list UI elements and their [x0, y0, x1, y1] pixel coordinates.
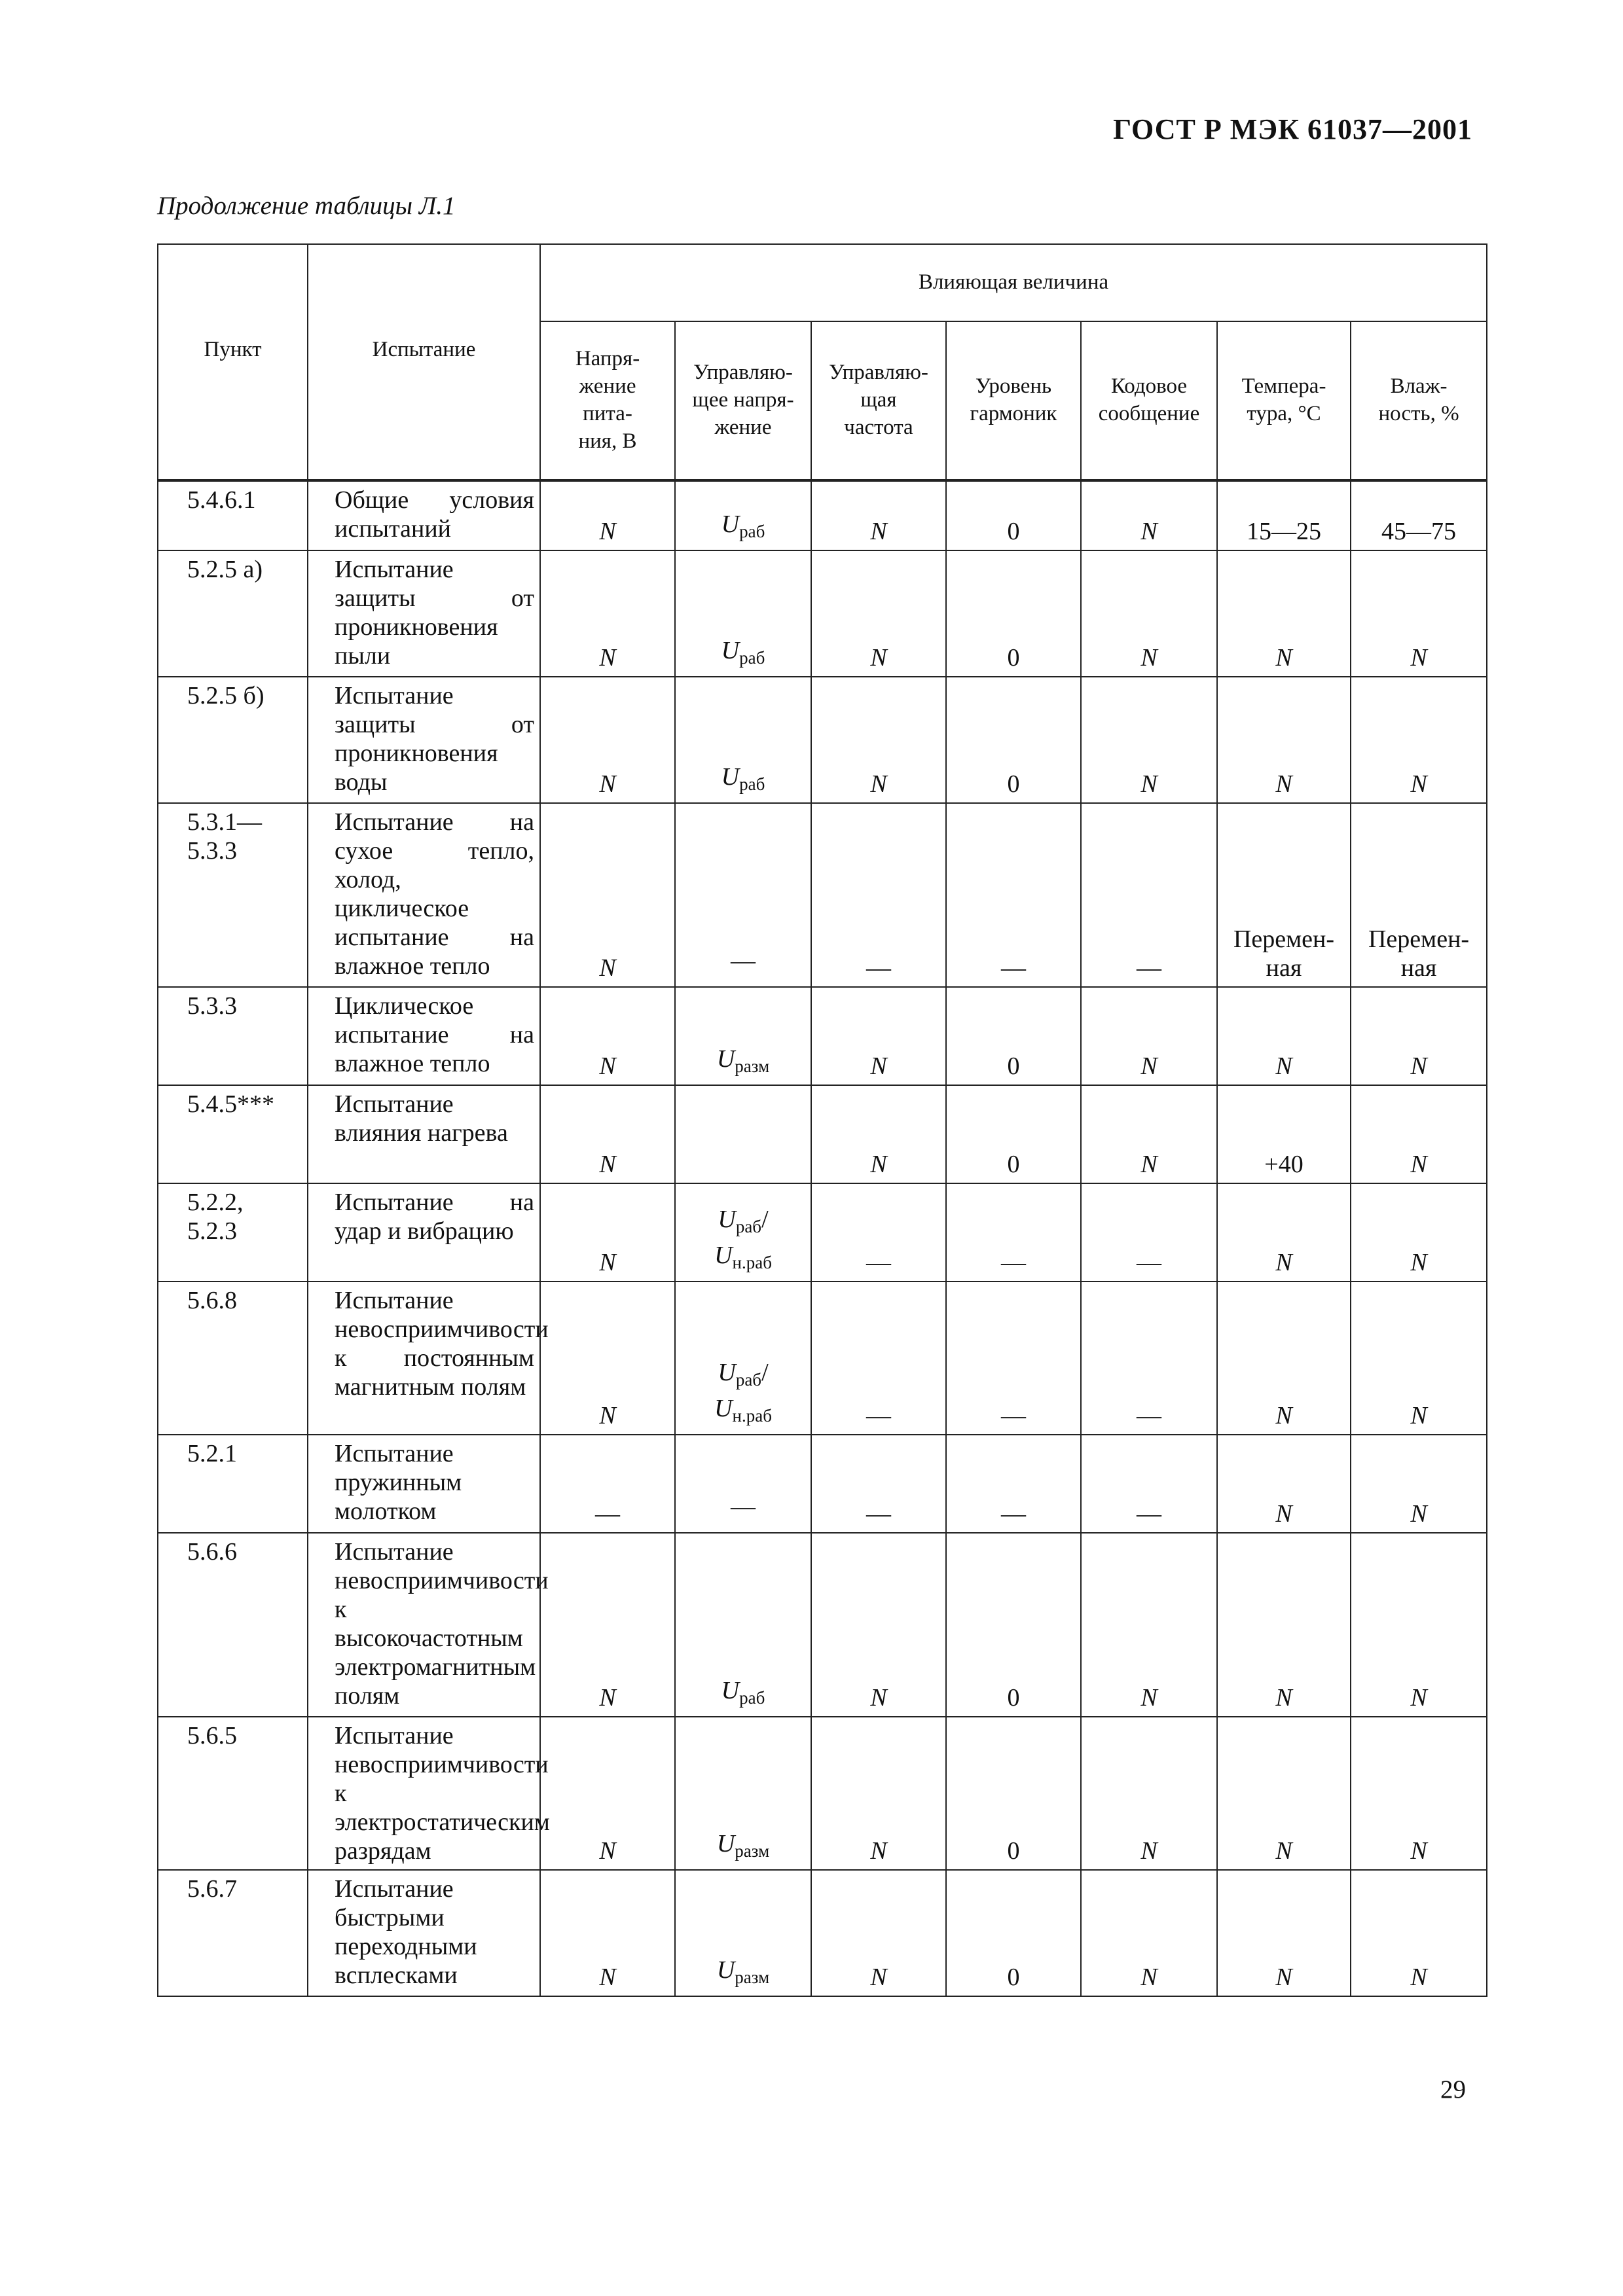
header-temperature: Темпера- тура, °С [1217, 321, 1351, 480]
cell-control-frequency-text: N [870, 770, 887, 798]
table-row [158, 1282, 1487, 1435]
cell-voltage [540, 1282, 675, 1435]
cell-code-message-text: N [1140, 1964, 1158, 1991]
cell-voltage [540, 1717, 675, 1870]
table-row [158, 480, 1487, 550]
cell-voltage-text: — [595, 1500, 620, 1528]
cell-clause [158, 1085, 308, 1183]
cell-clause [158, 1870, 308, 1996]
control-voltage-subscript: разм [735, 1841, 770, 1861]
cell-clause [158, 987, 308, 1085]
cell-voltage-text: N [599, 954, 616, 982]
cell-code-message [1081, 1717, 1217, 1870]
cell-test [308, 677, 540, 803]
cell-test-text: Циклическое испытание на влажное тепло [335, 992, 534, 1077]
cell-temperature [1217, 803, 1351, 987]
cell-test [308, 1085, 540, 1183]
cell-code-message [1081, 1533, 1217, 1717]
cell-clause [158, 1533, 308, 1717]
control-voltage-symbol: U [714, 1242, 733, 1269]
cell-control-voltage [675, 1870, 811, 1996]
cell-humidity [1351, 987, 1487, 1085]
cell-test-text: Испытание защиты от проникновения пыли [335, 556, 534, 670]
control-voltage-subscript: раб [735, 1370, 762, 1390]
cell-control-frequency [811, 1085, 946, 1183]
control-voltage-value [731, 1493, 756, 1520]
header-influence: Влияющая величина [540, 244, 1487, 321]
cell-temperature-text: N [1275, 770, 1292, 798]
cell-temperature-text: N [1275, 1052, 1292, 1080]
cell-code-message-text: — [1137, 1402, 1161, 1429]
cell-humidity [1351, 1085, 1487, 1183]
cell-test-text: Испытание невосприимчивости к постоянным магнитным полям [335, 1287, 549, 1401]
table-row [158, 1533, 1487, 1717]
cell-test [308, 1435, 540, 1533]
cell-temperature-text: 15—25 [1247, 518, 1321, 545]
cell-harmonics-text: 0 [1007, 1052, 1020, 1080]
cell-test-text: Испытание влияния нагрева [335, 1090, 508, 1147]
cell-harmonics [946, 480, 1081, 550]
cell-humidity-text: N [1410, 1151, 1427, 1178]
control-voltage-subscript: раб [739, 522, 765, 541]
cell-test [308, 550, 540, 677]
cell-temperature-text: N [1275, 1249, 1292, 1276]
cell-control-frequency [811, 1282, 946, 1435]
table-row [158, 987, 1487, 1085]
control-voltage-value [718, 1206, 762, 1236]
cell-voltage-text: N [599, 1052, 616, 1080]
cell-harmonics-text: 0 [1007, 770, 1020, 798]
cell-control-frequency [811, 987, 946, 1085]
control-voltage-symbol: U [721, 1677, 740, 1704]
cell-temperature [1217, 480, 1351, 550]
control-voltage-value [714, 1395, 772, 1426]
table-row [158, 1183, 1487, 1282]
table-row [158, 550, 1487, 677]
cell-temperature [1217, 1870, 1351, 1996]
cell-test [308, 1870, 540, 1996]
cell-humidity-text: N [1410, 1500, 1427, 1528]
control-voltage-value [714, 1242, 772, 1272]
cell-control-frequency-text: N [870, 518, 887, 545]
cell-harmonics [946, 803, 1081, 987]
control-voltage-symbol: U [721, 763, 740, 791]
cell-control-frequency-text: N [870, 644, 887, 672]
cell-voltage-text: N [599, 1402, 616, 1429]
control-voltage-symbol: U [716, 1045, 735, 1073]
control-voltage-symbol: — [731, 947, 756, 975]
cell-temperature [1217, 1435, 1351, 1533]
control-voltage-value [716, 1956, 770, 1987]
cell-clause-text: 5.3.1— 5.3.3 [187, 808, 262, 865]
cell-harmonics-text: 0 [1007, 1837, 1020, 1865]
cell-humidity-text: 45—75 [1381, 518, 1457, 545]
cell-clause [158, 677, 308, 803]
cell-control-frequency-text: N [870, 1964, 887, 1991]
cell-harmonics-text: — [1001, 1249, 1026, 1276]
cell-voltage-text: N [599, 644, 616, 672]
cell-test-text: Испытание невосприимчивости к высокочастотным электромагнитным полям [335, 1538, 549, 1710]
table-row [158, 1435, 1487, 1533]
cell-control-frequency-text: — [866, 1500, 891, 1528]
table-row [158, 1870, 1487, 1996]
cell-clause [158, 803, 308, 987]
cell-control-frequency [811, 1183, 946, 1282]
control-voltage-subscript: раб [735, 1217, 762, 1236]
cell-humidity-text: N [1410, 644, 1427, 672]
cell-code-message-text: N [1140, 644, 1158, 672]
cell-harmonics-text: 0 [1007, 1964, 1020, 1991]
table-row [158, 677, 1487, 803]
cell-control-frequency [811, 550, 946, 677]
cell-humidity [1351, 1435, 1487, 1533]
control-voltage-value [718, 1359, 762, 1390]
header-test: Испытание [308, 244, 540, 480]
control-voltage-value [721, 511, 765, 541]
cell-harmonics [946, 1435, 1081, 1533]
control-voltage-symbol: U [721, 511, 740, 538]
cell-code-message [1081, 1435, 1217, 1533]
cell-code-message-text: — [1137, 1500, 1161, 1528]
table-row [158, 803, 1487, 987]
cell-clause-text: 5.2.5 а) [187, 556, 263, 583]
cell-humidity-text: Перемен- ная [1368, 925, 1470, 982]
cell-voltage-text: N [599, 1964, 616, 1991]
cell-code-message-text: N [1140, 518, 1158, 545]
cell-harmonics [946, 677, 1081, 803]
header-control-voltage: Управляю- щее напря- жение [675, 321, 811, 480]
cell-harmonics-text: 0 [1007, 644, 1020, 672]
cell-control-voltage [675, 1533, 811, 1717]
cell-harmonics-text: — [1001, 1402, 1026, 1429]
control-voltage-symbol: — [731, 1493, 756, 1521]
cell-clause-text: 5.6.8 [187, 1287, 237, 1314]
cell-voltage-text: N [599, 1837, 616, 1865]
cell-test-text: Испытание на сухое тепло, холод, циклическое испытание на влажное тепло [335, 808, 534, 980]
table-row [158, 1085, 1487, 1183]
control-voltage-symbol: U [721, 637, 740, 664]
cell-humidity [1351, 1282, 1487, 1435]
cell-clause-text: 5.3.3 [187, 992, 237, 1020]
cell-clause-text: 5.2.2, 5.2.3 [187, 1189, 244, 1245]
control-voltage-subscript: раб [739, 1688, 765, 1708]
cell-humidity-text: N [1410, 1837, 1427, 1865]
slash-separator: / [761, 1206, 769, 1233]
cell-control-voltage [675, 1085, 811, 1183]
cell-harmonics [946, 1183, 1081, 1282]
cell-control-frequency [811, 1717, 946, 1870]
header-control-frequency: Управляю- щая частота [811, 321, 946, 480]
cell-control-voltage [675, 803, 811, 987]
cell-control-frequency [811, 1533, 946, 1717]
control-voltage-subscript: раб [739, 648, 765, 668]
cell-humidity [1351, 803, 1487, 987]
cell-voltage-text: N [599, 770, 616, 798]
cell-voltage [540, 803, 675, 987]
cell-humidity-text: N [1410, 1964, 1427, 1991]
cell-voltage-text: N [599, 1684, 616, 1712]
header-humidity: Влаж- ность, % [1351, 321, 1487, 480]
cell-humidity-text: N [1410, 1052, 1427, 1080]
cell-harmonics [946, 1870, 1081, 1996]
header-voltage: Напря- жение пита- ния, В [540, 321, 675, 480]
cell-humidity [1351, 1183, 1487, 1282]
cell-control-voltage [675, 550, 811, 677]
cell-control-frequency [811, 677, 946, 803]
cell-temperature [1217, 1533, 1351, 1717]
cell-humidity [1351, 1533, 1487, 1717]
control-voltage-value [716, 1830, 770, 1861]
cell-test [308, 1282, 549, 1435]
cell-clause [158, 1717, 308, 1870]
cell-test [308, 1717, 550, 1870]
cell-harmonics [946, 1717, 1081, 1870]
control-voltage-subscript: н.раб [732, 1253, 772, 1272]
cell-code-message-text: — [1137, 954, 1161, 982]
cell-control-voltage [675, 480, 811, 550]
cell-test-text: Испытание защиты от проникновения воды [335, 682, 534, 796]
cell-harmonics-text: — [1001, 1500, 1026, 1528]
cell-temperature [1217, 1085, 1351, 1183]
cell-test-text: Общие условия испытаний [335, 486, 534, 543]
control-voltage-value [731, 947, 756, 975]
cell-control-voltage [675, 987, 811, 1085]
cell-temperature-text: N [1275, 644, 1292, 672]
cell-humidity-text: N [1410, 770, 1427, 798]
cell-code-message [1081, 1183, 1217, 1282]
cell-code-message [1081, 1085, 1217, 1183]
cell-control-voltage [675, 1183, 811, 1282]
cell-code-message [1081, 677, 1217, 803]
cell-voltage-text: N [599, 1151, 616, 1178]
cell-temperature [1217, 987, 1351, 1085]
cell-clause [158, 1282, 308, 1435]
cell-clause-text: 5.2.5 б) [187, 682, 264, 709]
cell-control-voltage [675, 1435, 811, 1533]
cell-harmonics-text: — [1001, 954, 1026, 982]
cell-temperature-text: Перемен- ная [1233, 925, 1335, 982]
header-code-message: Кодовое сообщение [1081, 321, 1217, 480]
cell-control-frequency-text: — [866, 1249, 891, 1276]
cell-control-frequency-text: — [866, 954, 891, 982]
cell-temperature-text: N [1275, 1837, 1292, 1865]
cell-code-message-text: N [1140, 1684, 1158, 1712]
cell-clause [158, 1183, 308, 1282]
cell-control-frequency [811, 803, 946, 987]
cell-voltage-text: N [599, 1249, 616, 1276]
cell-test [308, 1183, 540, 1282]
cell-temperature [1217, 1717, 1351, 1870]
cell-clause-text: 5.4.5*** [187, 1090, 274, 1118]
cell-humidity [1351, 1870, 1487, 1996]
cell-code-message-text: N [1140, 770, 1158, 798]
standard-title: ГОСТ Р МЭК 61037—2001 [1113, 113, 1472, 145]
cell-temperature-text: N [1275, 1500, 1292, 1528]
cell-harmonics-text: 0 [1007, 518, 1020, 545]
cell-clause [158, 1435, 308, 1533]
cell-control-frequency-text: N [870, 1684, 887, 1712]
cell-control-frequency-text: — [866, 1402, 891, 1429]
cell-humidity-text: N [1410, 1249, 1427, 1276]
cell-control-frequency-text: N [870, 1837, 887, 1865]
cell-voltage [540, 1183, 675, 1282]
control-voltage-symbol: U [714, 1395, 733, 1422]
cell-code-message-text: N [1140, 1837, 1158, 1865]
cell-voltage [540, 1085, 675, 1183]
cell-voltage [540, 1533, 675, 1717]
control-voltage-subscript: н.раб [732, 1406, 772, 1426]
cell-voltage [540, 1435, 675, 1533]
control-voltage-value [721, 763, 765, 794]
control-voltage-subscript: раб [739, 774, 765, 794]
cell-humidity-text: N [1410, 1684, 1427, 1712]
cell-control-voltage [675, 1717, 811, 1870]
cell-voltage [540, 677, 675, 803]
cell-code-message [1081, 550, 1217, 677]
cell-code-message [1081, 480, 1217, 550]
control-voltage-subscript: разм [735, 1967, 770, 1987]
cell-test-text: Испытание быстрыми переходными всплесками [335, 1875, 477, 1989]
cell-clause [158, 480, 308, 550]
cell-test [308, 480, 540, 550]
cell-humidity [1351, 480, 1487, 550]
cell-control-frequency-text: N [870, 1052, 887, 1080]
cell-test [308, 987, 540, 1085]
cell-voltage-text: N [599, 518, 616, 545]
cell-code-message [1081, 803, 1217, 987]
cell-code-message-text: N [1140, 1151, 1158, 1178]
cell-humidity-text: N [1410, 1402, 1427, 1429]
cell-clause-text: 5.6.5 [187, 1722, 237, 1749]
header-harmonics: Уровень гармоник [946, 321, 1081, 480]
table-continuation-caption: Продолжение таблицы Л.1 [157, 192, 456, 220]
cell-temperature [1217, 550, 1351, 677]
cell-test-text: Испытание пружинным молотком [335, 1440, 462, 1525]
cell-control-voltage [675, 1282, 811, 1435]
control-voltage-value [721, 1677, 765, 1708]
cell-temperature [1217, 677, 1351, 803]
cell-harmonics [946, 550, 1081, 677]
cell-humidity [1351, 1717, 1487, 1870]
cell-voltage [540, 987, 675, 1085]
cell-code-message [1081, 1870, 1217, 1996]
cell-harmonics [946, 1533, 1081, 1717]
cell-temperature-text: N [1275, 1964, 1292, 1991]
cell-harmonics-text: 0 [1007, 1684, 1020, 1712]
cell-voltage [540, 550, 675, 677]
cell-control-frequency [811, 1870, 946, 1996]
cell-harmonics [946, 987, 1081, 1085]
cell-clause-text: 5.2.1 [187, 1440, 237, 1467]
cell-control-frequency [811, 480, 946, 550]
control-voltage-subscript: разм [735, 1056, 770, 1076]
control-voltage-symbol: U [716, 1956, 735, 1984]
cell-temperature [1217, 1282, 1351, 1435]
cell-temperature-text: N [1275, 1684, 1292, 1712]
cell-test [308, 803, 540, 987]
cell-humidity [1351, 550, 1487, 677]
cell-clause [158, 550, 308, 677]
cell-harmonics [946, 1085, 1081, 1183]
control-voltage-value [721, 637, 765, 668]
cell-control-frequency-text: N [870, 1151, 887, 1178]
influence-table [157, 243, 1487, 1997]
cell-code-message-text: — [1137, 1249, 1161, 1276]
cell-control-voltage [675, 677, 811, 803]
cell-humidity [1351, 677, 1487, 803]
cell-clause-text: 5.6.7 [187, 1875, 237, 1903]
cell-voltage [540, 480, 675, 550]
page-number: 29 [1440, 2075, 1466, 2104]
cell-harmonics-text: 0 [1007, 1151, 1020, 1178]
header-clause: Пункт [158, 244, 308, 480]
cell-voltage [540, 1870, 675, 1996]
control-voltage-symbol: U [716, 1830, 735, 1857]
cell-control-frequency [811, 1435, 946, 1533]
control-voltage-symbol: U [718, 1359, 736, 1386]
table-row [158, 1717, 1487, 1870]
cell-temperature-text: +40 [1264, 1151, 1304, 1178]
control-voltage-symbol: U [718, 1206, 736, 1233]
cell-harmonics [946, 1282, 1081, 1435]
cell-clause-text: 5.6.6 [187, 1538, 237, 1566]
cell-code-message [1081, 1282, 1217, 1435]
cell-clause-text: 5.4.6.1 [187, 486, 256, 514]
cell-test-text: Испытание невосприимчивости к электростатическим разрядам [335, 1722, 550, 1865]
cell-test-text: Испытание на удар и вибрацию [335, 1189, 534, 1245]
cell-code-message-text: N [1140, 1052, 1158, 1080]
cell-temperature [1217, 1183, 1351, 1282]
slash-separator: / [761, 1359, 769, 1386]
cell-temperature-text: N [1275, 1402, 1292, 1429]
cell-test [308, 1533, 549, 1717]
control-voltage-value [716, 1045, 770, 1076]
cell-code-message [1081, 987, 1217, 1085]
